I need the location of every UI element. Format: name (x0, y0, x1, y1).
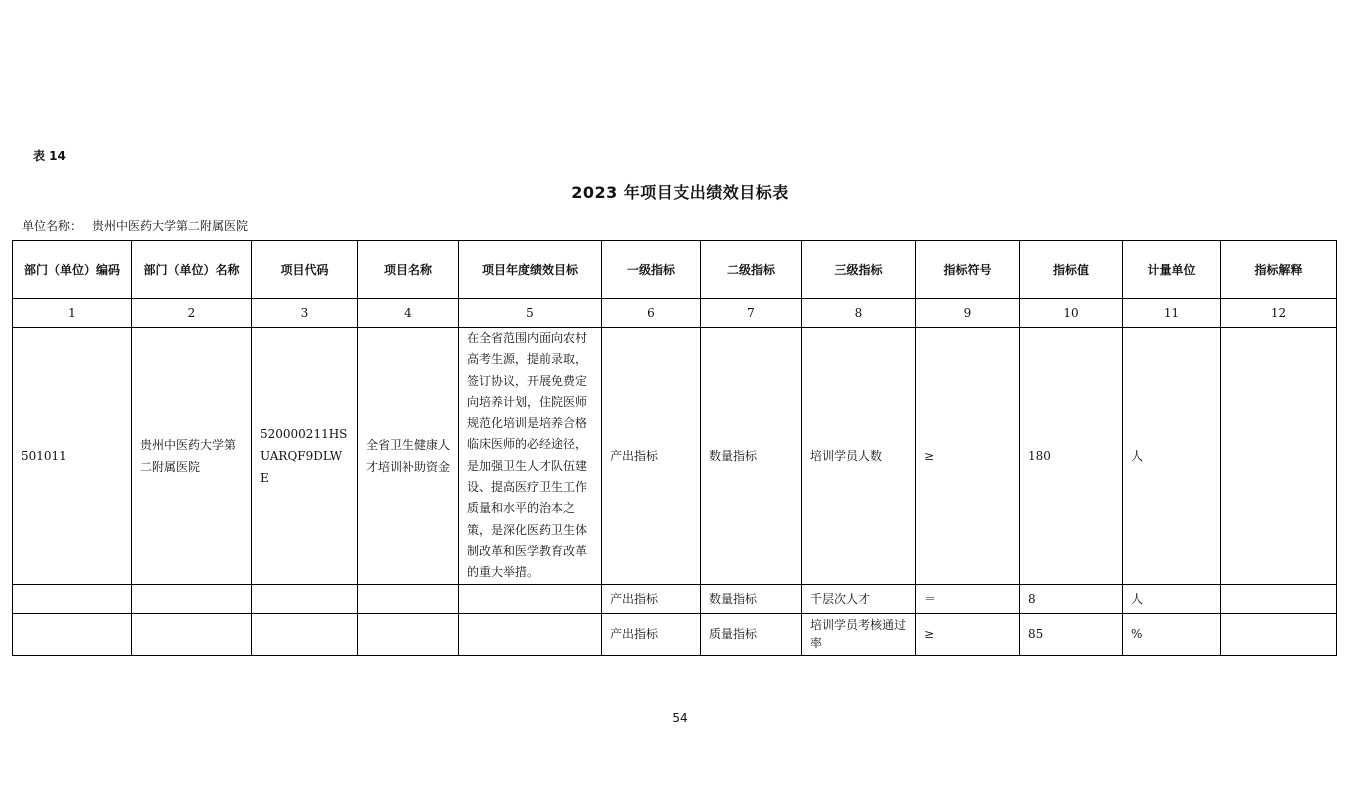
page-number: 54 (672, 711, 688, 725)
indicator-value-cell: 8 (1020, 584, 1123, 613)
indicator-symbol-cell: ＝ (916, 584, 1020, 613)
column-number: 10 (1020, 299, 1123, 328)
dept-code-cell (13, 613, 132, 655)
dept-code-cell (13, 584, 132, 613)
indicator-symbol-cell: ≥ (916, 613, 1020, 655)
column-number: 1 (13, 299, 132, 328)
column-header: 二级指标 (701, 241, 802, 299)
column-number: 4 (358, 299, 459, 328)
project-code-cell: 520000211HSUARQF9DLWE (252, 328, 358, 585)
level1-indicator-cell: 产出指标 (602, 613, 701, 655)
indicator-explanation-cell (1221, 613, 1337, 655)
column-header: 计量单位 (1123, 241, 1221, 299)
unit-name-label: 单位名称： (22, 219, 83, 233)
level3-indicator-cell: 培训学员人数 (802, 328, 916, 585)
level2-indicator-cell: 数量指标 (701, 584, 802, 613)
column-number: 6 (602, 299, 701, 328)
level1-indicator-cell: 产出指标 (602, 584, 701, 613)
column-header: 指标解释 (1221, 241, 1337, 299)
project-code-cell (252, 613, 358, 655)
indicator-explanation-cell (1221, 584, 1337, 613)
indicator-explanation-cell (1221, 328, 1337, 585)
level2-indicator-cell: 质量指标 (701, 613, 802, 655)
table-row (13, 613, 1337, 655)
annual-goal-cell (459, 584, 602, 613)
column-header: 三级指标 (802, 241, 916, 299)
indicator-value-cell: 180 (1020, 328, 1123, 585)
measure-unit-cell: % (1123, 613, 1221, 655)
indicator-symbol-cell: ≥ (916, 328, 1020, 585)
table-header-row (13, 241, 1337, 299)
project-name-cell (358, 584, 459, 613)
measure-unit-cell: 人 (1123, 328, 1221, 585)
column-number: 8 (802, 299, 916, 328)
unit-name-value: 贵州中医药大学第二附属医院 (92, 219, 249, 233)
dept-name-cell: 贵州中医药大学第二附属医院 (132, 328, 252, 585)
column-header: 项目名称 (358, 241, 459, 299)
column-number: 12 (1221, 299, 1337, 328)
column-header: 部门（单位）编码 (13, 241, 132, 299)
unit-name-line (22, 217, 248, 234)
column-number: 11 (1123, 299, 1221, 328)
level1-indicator-cell: 产出指标 (602, 328, 701, 585)
level2-indicator-cell: 数量指标 (701, 328, 802, 585)
table-row (13, 584, 1337, 613)
column-header: 项目代码 (252, 241, 358, 299)
column-number: 5 (459, 299, 602, 328)
column-number: 9 (916, 299, 1020, 328)
annual-goal-cell (459, 613, 602, 655)
column-header: 一级指标 (602, 241, 701, 299)
project-name-cell (358, 613, 459, 655)
column-header: 指标值 (1020, 241, 1123, 299)
performance-target-table (12, 240, 1337, 656)
dept-code-cell: 501011 (13, 328, 132, 585)
table-number: 表 14 (33, 149, 66, 163)
annual-goal-cell: 在全省范围内面向农村高考生源，提前录取，签订协议，开展免费定向培养计划，住院医师规范化培训是培养合格临床医师的必经途径，是加强卫生人才队伍建设、提高医疗卫生工作质量和水平的治本之策，是深化医药卫生体制改革和医学教育改革的重大举措。 (459, 328, 602, 585)
column-number: 3 (252, 299, 358, 328)
column-number-row (13, 299, 1337, 328)
column-number: 7 (701, 299, 802, 328)
table-row (13, 328, 1337, 585)
dept-name-cell (132, 613, 252, 655)
column-header: 指标符号 (916, 241, 1020, 299)
measure-unit-cell: 人 (1123, 584, 1221, 613)
project-code-cell (252, 584, 358, 613)
level3-indicator-cell: 培训学员考核通过率 (802, 613, 916, 655)
column-header: 项目年度绩效目标 (459, 241, 602, 299)
level3-indicator-cell: 千层次人才 (802, 584, 916, 613)
dept-name-cell (132, 584, 252, 613)
project-name-cell: 全省卫生健康人才培训补助资金 (358, 328, 459, 585)
indicator-value-cell: 85 (1020, 613, 1123, 655)
document-title: 2023 年项目支出绩效目标表 (571, 183, 789, 202)
column-number: 2 (132, 299, 252, 328)
column-header: 部门（单位）名称 (132, 241, 252, 299)
